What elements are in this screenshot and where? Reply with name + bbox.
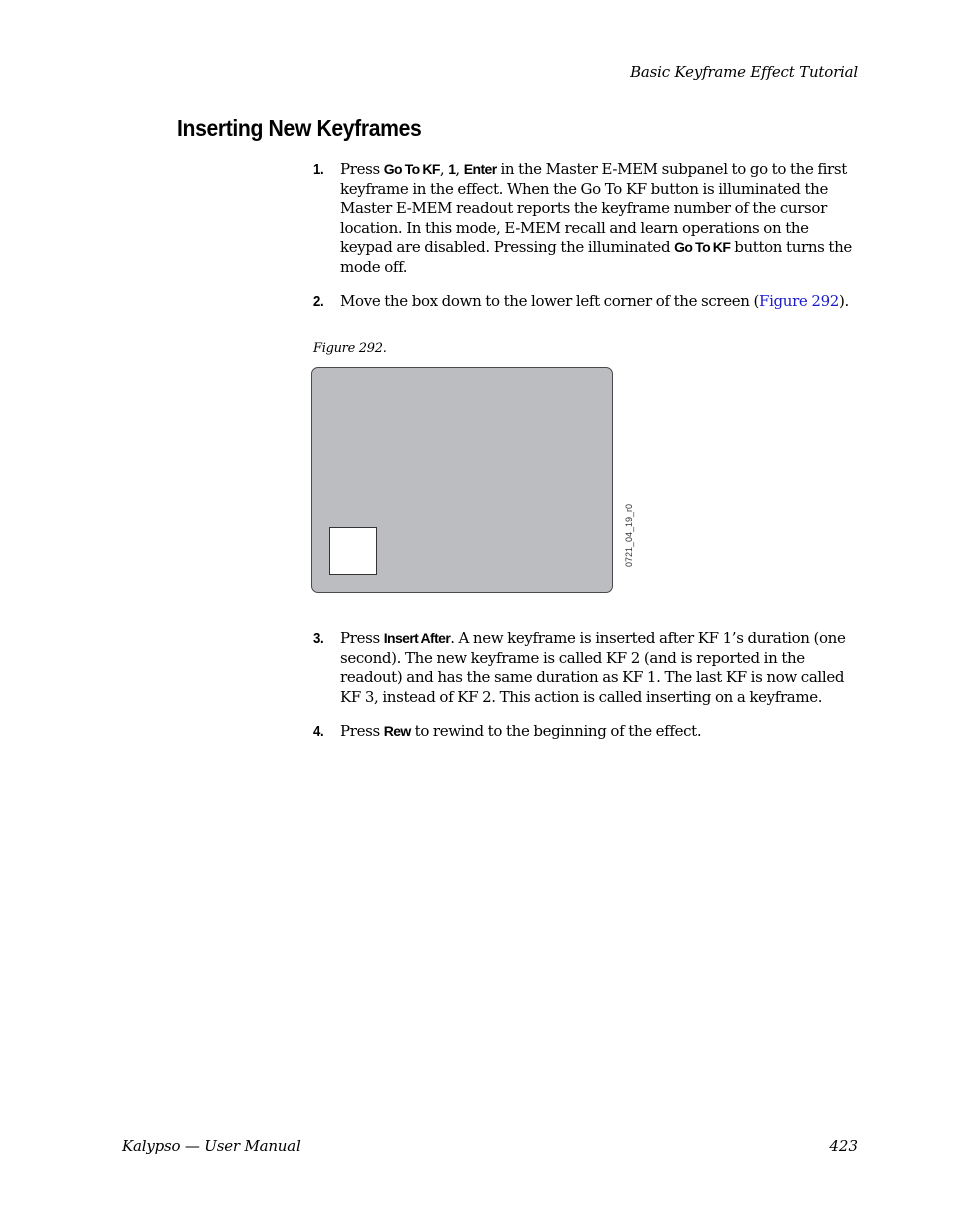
step-text: button turns the mode off. [340,238,852,276]
steps-list-bottom [313,629,861,742]
step-text: in the Master E-MEM subpanel to go to the first keyframe in the effect. When the Go To KF button is illuminated the Master E-MEM readout reports the keyframe number of the cursor location. In this mode, E-MEM recall and learn operations on the keypad are disabled. Pressing the illuminated [340,160,847,256]
step-text: , [455,160,464,178]
step-text: Press [340,722,384,740]
section-title: Inserting New Keyframes [177,115,422,141]
button-name-enter: Enter [463,161,497,177]
step-4 [313,722,861,742]
step-number: 2. [313,293,324,310]
step-text: . A new keyframe is inserted after KF 1’s duration (one second). The new keyframe is called KF 2 (and is reported in the readout) and has the same duration as KF 1. The last KF is now called KF 3, instead of KF 2. This action is called inserting on a keyframe. [340,629,846,706]
page-number: 423 [829,1137,858,1155]
button-name-go-to-kf: Go To KF [674,239,731,255]
footer-manual-title: Kalypso — User Manual [122,1137,301,1155]
step-text: to rewind to the beginning of the effect. [410,722,702,740]
step-1 [313,160,861,277]
step-number: 3. [313,630,324,647]
button-name-go-to-kf: Go To KF [383,161,440,177]
step-2 [313,292,861,312]
step-text: Press [340,160,384,178]
step-number: 1. [313,161,324,178]
running-head: Basic Keyframe Effect Tutorial [630,63,858,81]
button-name-1: 1 [448,161,456,177]
figure-link[interactable]: Figure 292 [759,292,839,310]
steps-list-top [313,160,861,312]
figure-caption: Figure 292. [313,341,387,356]
button-name-rew: Rew [383,723,411,739]
figure-screen [311,367,613,593]
figure-box [329,527,377,575]
step-text: , [439,160,449,178]
figure-id-label: 0721_04_19_r0 [624,503,634,567]
step-text: Move the box down to the lower left corner of the screen ( [340,292,760,310]
button-name-insert-after: Insert After [383,630,451,646]
step-text: ). [838,292,849,310]
step-number: 4. [313,723,324,740]
step-3 [313,629,861,707]
step-text: Press [340,629,384,647]
